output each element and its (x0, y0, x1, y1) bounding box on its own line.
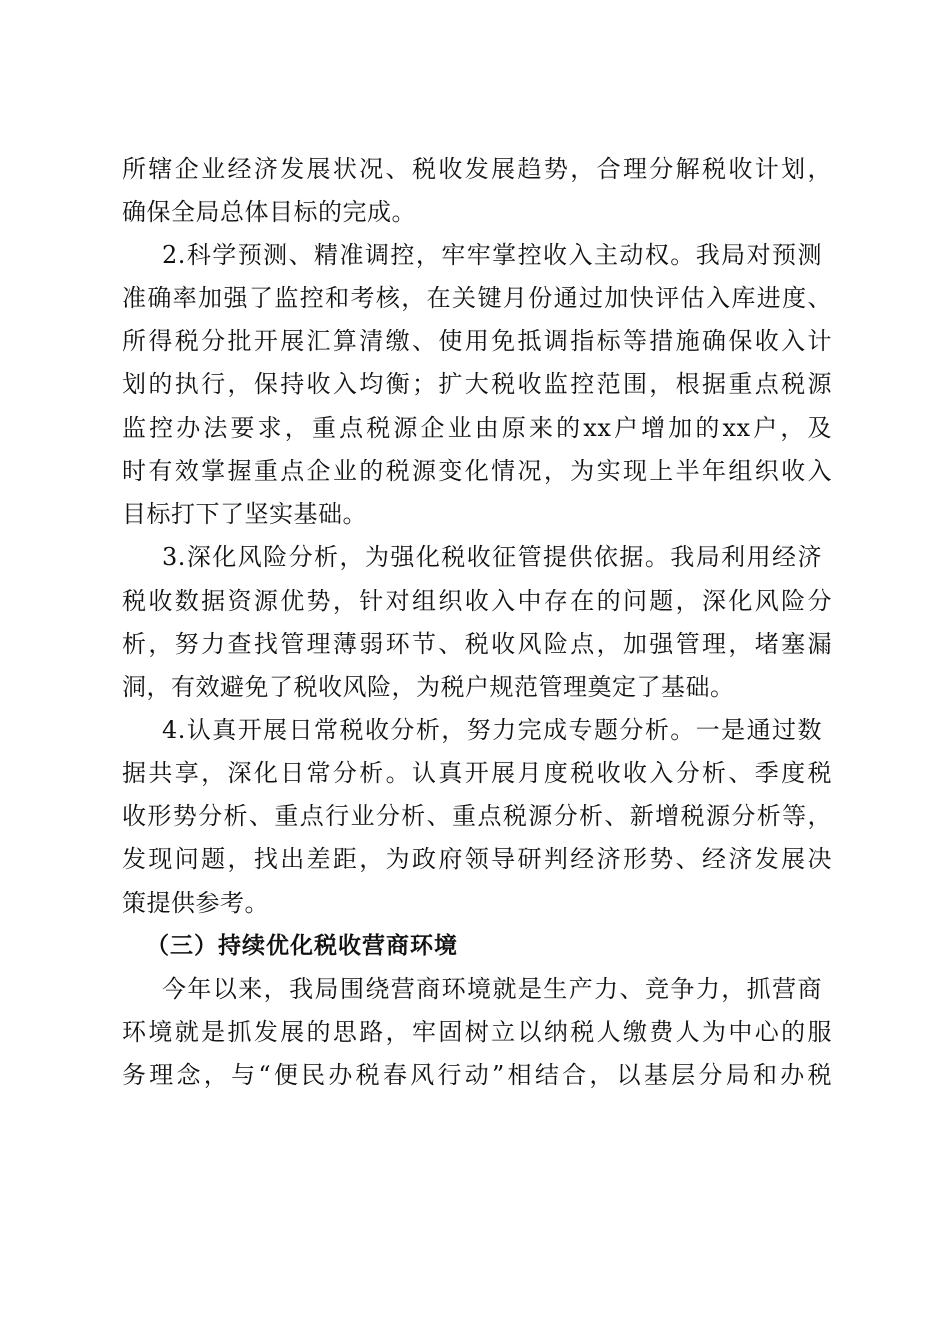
text-line: 税收数据资源优势，针对组织收入中存在的问题，深化风险分 (122, 587, 832, 615)
text-line: 目标打下了坚实基础。 (122, 500, 367, 528)
text-line: 所得税分批开展汇算清缴、使用免抵调指标等措施确保收入计 (122, 327, 832, 355)
text-line: 发现问题，找出差距，为政府领导研判经济形势、经济发展决 (122, 845, 832, 873)
text-line: 3.深化风险分析，为强化税收征管提供依据。我局利用经济 (162, 543, 822, 571)
text-line: 确保全局总体目标的完成。 (122, 198, 416, 226)
text-line: 据共享，深化日常分析。认真开展月度税收收入分析、季度税 (122, 759, 832, 787)
text-line: 环境就是抓发展的思路，牢固树立以纳税人缴费人为中心的服 (122, 1018, 832, 1046)
text-line: 2.科学预测、精准调控，牢牢掌控收入主动权。我局对预测 (162, 241, 822, 269)
text-line: 收形势分析、重点行业分析、重点税源分析、新增税源分析等， (122, 802, 832, 830)
text-line: 今年以来，我局围绕营商环境就是生产力、竞争力，抓营商 (162, 975, 822, 1003)
text-line: 监控办法要求，重点税源企业由原来的xx户增加的xx户，及 (122, 414, 832, 442)
text-line: 洞，有效避免了税收风险，为税户规范管理奠定了基础。 (122, 673, 735, 701)
text-line: 准确率加强了监控和考核，在关键月份通过加快评估入库进度、 (122, 284, 832, 312)
text-line: 所辖企业经济发展状况、税收发展趋势，合理分解税收计划， (122, 155, 832, 183)
text-line: 析，努力查找管理薄弱环节、税收风险点，加强管理，堵塞漏 (122, 630, 832, 658)
text-line: 划的执行，保持收入均衡；扩大税收监控范围，根据重点税源 (122, 370, 832, 398)
text-line: 务理念，与“便民办税春风行动”相结合，以基层分局和办税 (122, 1061, 832, 1089)
section-heading: （三）持续优化税收营商环境 (146, 933, 458, 959)
text-line: 策提供参考。 (122, 889, 269, 917)
text-line: 时有效掌握重点企业的税源变化情况，为实现上半年组织收入 (122, 457, 832, 485)
text-line: 4.认真开展日常税收分析，努力完成专题分析。一是通过数 (162, 716, 822, 744)
